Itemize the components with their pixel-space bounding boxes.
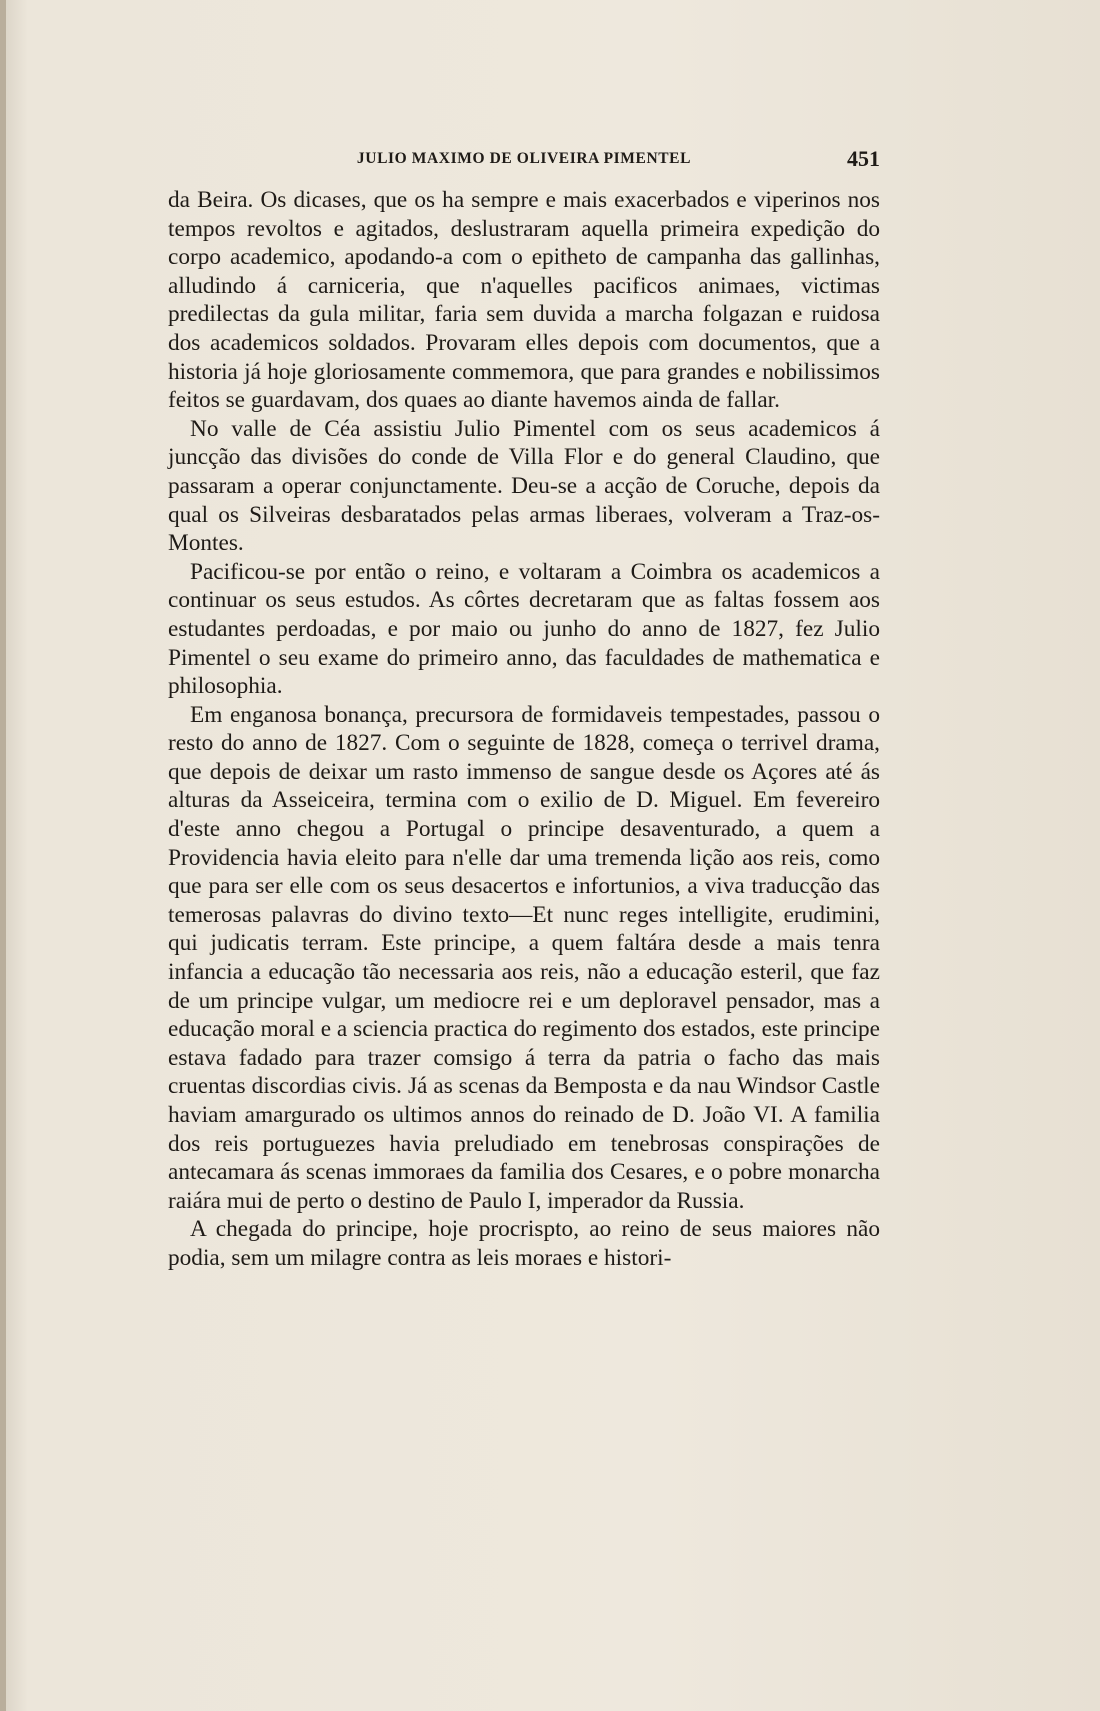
page-spine-edge (0, 0, 6, 1711)
paragraph-4: Em enganosa bonança, precursora de formidaveis tempestades, passou o resto do anno de 1827. Com o seguinte de 1828, começa o terrivel drama, que depois de deixar um rasto immenso de sangue desde os Açores até ás alturas da Asseiceira, termina com o exilio de D. Miguel. Em fevereiro d'este anno chegou a Portugal o principe desaventurado, a quem a Providencia havia eleito para n'elle dar uma tremenda lição aos reis, como que para ser elle com os seus desacertos e infortunios, a viva traducção das temerosas palavras do divino texto—Et nunc reges intelligite, erudimini, qui judicatis terram. Este principe, a quem faltára desde a mais tenra infancia a educação tão necessaria aos reis, não a educação esteril, que faz de um principe vulgar, um mediocre rei e um deploravel pensador, mas a educação moral e a sciencia practica do regimento dos estados, este principe estava fadado para trazer comsigo á terra da patria o facho das mais cruentas discordias civis. Já as scenas da Bemposta e da nau Windsor Castle haviam amargurado os ultimos annos do reinado de D. João VI. A familia dos reis portuguezes havia preludiado em tenebrosas conspirações de antecamara ás scenas immoraes da familia dos Cesares, e o pobre monarcha raiára mui de perto o destino de Paulo I, imperador da Russia. (168, 701, 880, 1214)
running-title: JULIO MAXIMO DE OLIVEIRA PIMENTEL (356, 150, 692, 167)
paragraph-2: No valle de Céa assistiu Julio Pimentel com os seus academicos á juncção das divisões do conde de Villa Flor e do general Claudino, que passaram a operar conjunctamente. Deu-se a acção de Coruche, depois da qual os Silveiras desbaratados pelas armas liberaes, volveram a Traz-os-Montes. (168, 415, 880, 557)
page-header (168, 146, 880, 176)
body-text (168, 186, 880, 1273)
paragraph-5: A chegada do principe, hoje procrispto, ao reino de seus maiores não podia, sem um milagre contra as leis moraes e histori- (168, 1216, 880, 1271)
page-number: 451 (847, 146, 880, 171)
paragraph-3: Pacificou-se por então o reino, e voltaram a Coimbra os academicos a continuar os seus estudos. As côrtes decretaram que as faltas fossem aos estudantes perdoadas, e por maio ou junho do anno de 1827, fez Julio Pimentel o seu exame do primeiro anno, das faculdades de mathematica e philosophia. (168, 558, 880, 700)
paragraph-1: da Beira. Os dicases, que os ha sempre e mais exacerbados e viperinos nos tempos revoltos e agitados, deslustraram aquella primeira expedição do corpo academico, apodando-a com o epitheto de campanha das gallinhas, alludindo á carniceria, que n'aquelles pacificos animaes, victimas predilectas da gula militar, faria sem duvida a marcha folgazan e ruidosa dos academicos soldados. Provaram elles depois com documentos, que a historia já hoje gloriosamente commemora, que para grandes e nobilissimos feitos se guardavam, dos quaes ao diante havemos ainda de fallar. (168, 187, 880, 414)
